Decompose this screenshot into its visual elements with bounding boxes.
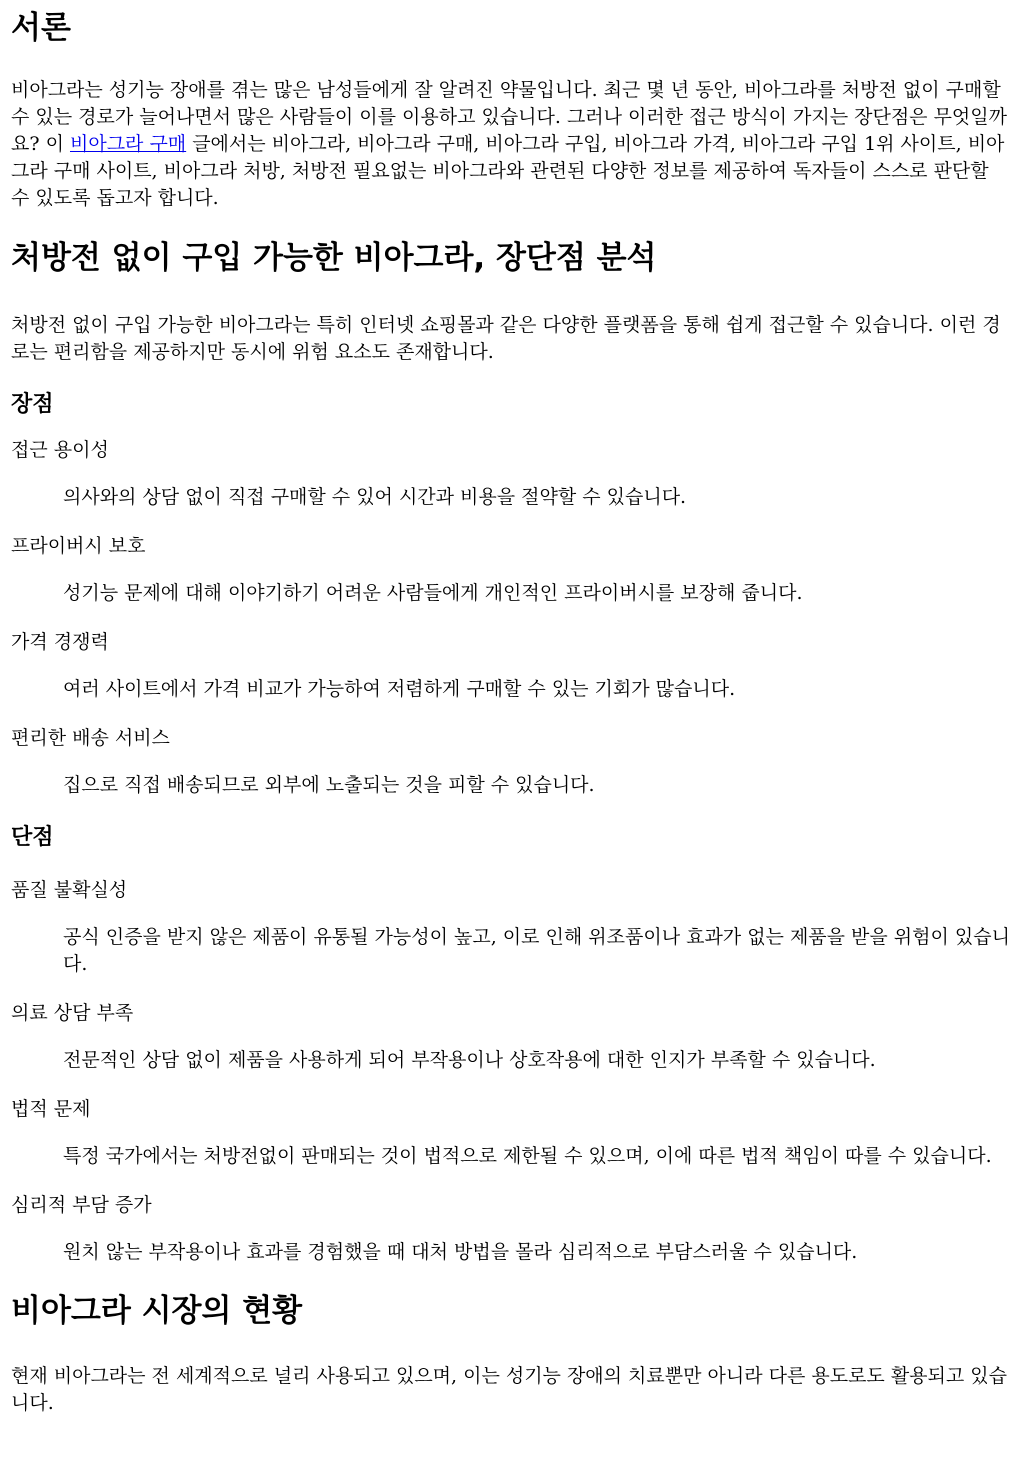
cons-description: 전문적인 상담 없이 제품을 사용하게 되어 부작용이나 상호작용에 대한 인지가 부족할 수 있습니다. <box>63 1049 876 1072</box>
pros-term: 편리한 배송 서비스 <box>11 726 170 749</box>
intro-paragraph <box>11 77 1012 212</box>
cons-description: 원치 않는 부작용이나 효과를 경험했을 때 대처 방법을 몰라 심리적으로 부담스러울 수 있습니다. <box>63 1241 858 1264</box>
cons-heading: 단점 <box>11 824 54 850</box>
cons-description: 공식 인증을 받지 않은 제품이 유통될 가능성이 높고, 이로 인해 위조품이나 효과가 없는 제품을 받을 위험이 있습니다. <box>63 926 1010 976</box>
cons-term: 의료 상담 부족 <box>11 1002 134 1025</box>
intro-text-after-link: 글에서는 비아그라, 비아그라 구매, 비아그라 구입, 비아그라 가격, 비아그라 구입 1위 사이트, 비아그라 구매 사이트, 비아그라 처방, 처방전 필요없는 비아그라와 관련된 다양한 정보를 제공하여 독자들이 스스로 판단할 수 있도록 돕고자 합니다. <box>11 133 1005 210</box>
pros-term: 프라이버시 보호 <box>11 534 146 557</box>
analysis-heading: 처방전 없이 구입 가능한 비아그라, 장단점 분석 <box>11 240 657 277</box>
market-heading: 비아그라 시장의 현황 <box>11 1293 303 1330</box>
pros-description: 여러 사이트에서 가격 비교가 가능하여 저렴하게 구매할 수 있는 기회가 많습니다. <box>63 677 736 700</box>
pros-term: 가격 경쟁력 <box>11 630 109 653</box>
cons-description: 특정 국가에서는 처방전없이 판매되는 것이 법적으로 제한될 수 있으며, 이에 따른 법적 책임이 따를 수 있습니다. <box>63 1145 992 1168</box>
cons-list <box>11 877 1012 1266</box>
intro-text-before-link: 비아그라는 성기능 장애를 겪는 많은 남성들에게 잘 알려진 약물입니다. 최근 몇 년 동안, 비아그라를 처방전 없이 구매할 수 있는 경로가 늘어나면서 많은 사람들이 이를 이용하고 있습니다. 그러나 이러한 접근 방식이 가지는 장단점은 무엇일까요? 이 <box>11 79 1007 156</box>
market-paragraph: 현재 비아그라는 전 세계적으로 널리 사용되고 있으며, 이는 성기능 장애의 치료뿐만 아니라 다른 용도로도 활용되고 있습니다. <box>11 1365 1007 1415</box>
pros-description: 의사와의 상담 없이 직접 구매할 수 있어 시간과 비용을 절약할 수 있습니다. <box>63 485 687 508</box>
pros-description: 집으로 직접 배송되므로 외부에 노출되는 것을 피할 수 있습니다. <box>63 773 595 796</box>
analysis-paragraph: 처방전 없이 구입 가능한 비아그라는 특히 인터넷 쇼핑몰과 같은 다양한 플랫폼을 통해 쉽게 접근할 수 있습니다. 이런 경로는 편리함을 제공하지만 동시에 위험 요소도 존재합니다. <box>11 314 1001 364</box>
pros-heading: 장점 <box>11 392 54 418</box>
cons-term: 법적 문제 <box>11 1098 91 1121</box>
pros-list <box>11 437 1012 799</box>
cons-term: 품질 불확실성 <box>11 879 128 902</box>
viagra-purchase-link[interactable]: 비아그라 구매 <box>69 133 187 156</box>
pros-term: 접근 용이성 <box>11 438 109 461</box>
pros-description: 성기능 문제에 대해 이야기하기 어려운 사람들에게 개인적인 프라이버시를 보장해 줍니다. <box>63 581 803 604</box>
intro-heading: 서론 <box>11 10 71 46</box>
cons-term: 심리적 부담 증가 <box>11 1194 152 1217</box>
